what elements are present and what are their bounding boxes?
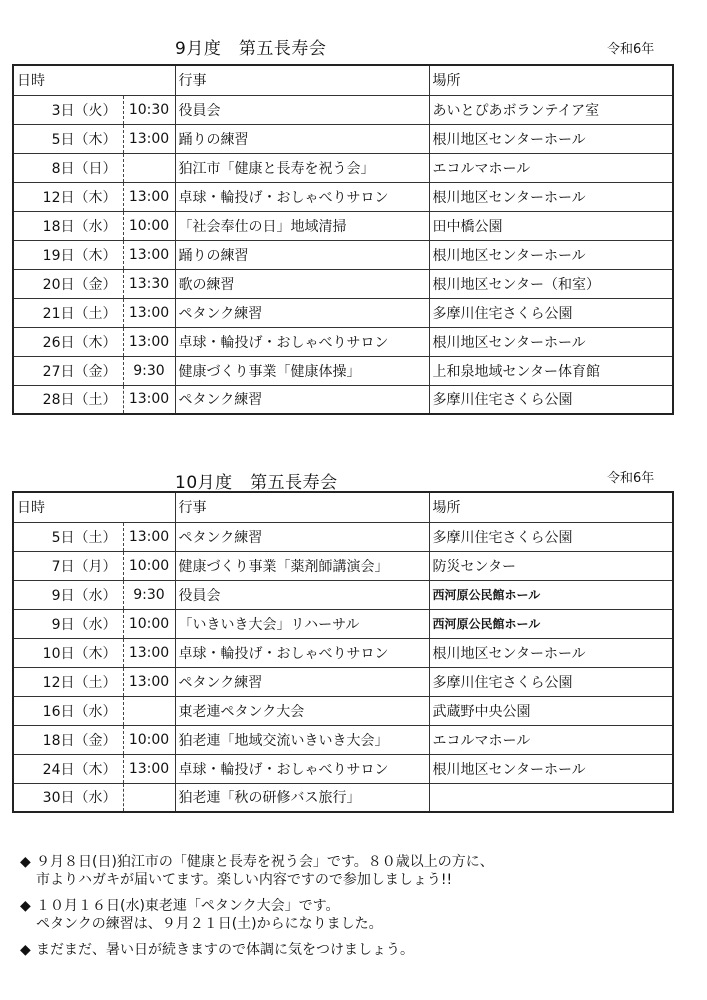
table-row (13, 783, 673, 812)
row-day: 8日（日） (13, 153, 123, 182)
row-time: 10:30 (123, 95, 175, 124)
row-place: エコルマホール (429, 725, 673, 754)
header-datetime: 日時 (13, 65, 175, 95)
diamond-bullet-icon: ◆ (20, 942, 31, 958)
row-time (123, 153, 175, 182)
row-day: 27日（金） (13, 356, 123, 385)
table-row (13, 754, 673, 783)
note-item (20, 853, 690, 889)
row-time: 9:30 (123, 580, 175, 609)
row-place: 根川地区センターホール (429, 754, 673, 783)
table-row (13, 580, 673, 609)
note-line (20, 941, 690, 959)
row-event: 卓球・輪投げ・おしゃべりサロン (175, 182, 429, 211)
row-event: 狛老連「地域交流いきいき大会」 (175, 725, 429, 754)
september-title: 9月度 第五長寿会 (175, 39, 327, 59)
row-event: 健康づくり事業「薬剤師講演会」 (175, 551, 429, 580)
note-line (20, 853, 690, 871)
row-event: ペタンク練習 (175, 667, 429, 696)
row-place: 上和泉地域センター体育館 (429, 356, 673, 385)
row-event: 「社会奉仕の日」地域清掃 (175, 211, 429, 240)
table-header-row (13, 65, 673, 95)
row-time (123, 696, 175, 725)
note-text: ９月８日(日)狛江市の「健康と長寿を祝う会」です。８０歳以上の方に、 (36, 854, 494, 870)
note-text: 市よりハガキが届いてます。楽しい内容ですので参加しましょう!! (36, 872, 453, 888)
row-day: 24日（木） (13, 754, 123, 783)
row-time: 10:00 (123, 211, 175, 240)
row-time: 13:00 (123, 638, 175, 667)
row-event: 役員会 (175, 580, 429, 609)
row-place: 防災センター (429, 551, 673, 580)
row-place: 根川地区センターホール (429, 124, 673, 153)
row-time: 13:00 (123, 522, 175, 551)
row-time: 13:00 (123, 667, 175, 696)
row-event: 狛老連「秋の研修バス旅行」 (175, 783, 429, 812)
table-header-row (13, 492, 673, 522)
row-time: 10:00 (123, 725, 175, 754)
row-time: 10:00 (123, 551, 175, 580)
table-row (13, 356, 673, 385)
header-event: 行事 (175, 492, 429, 522)
row-day: 12日（木） (13, 182, 123, 211)
note-line (20, 871, 690, 889)
diamond-bullet-icon: ◆ (20, 898, 31, 914)
row-place: 西河原公民館ホール (429, 609, 673, 638)
note-line (20, 915, 690, 933)
row-place: 武蔵野中央公園 (429, 696, 673, 725)
table-row (13, 211, 673, 240)
header-datetime: 日時 (13, 492, 175, 522)
note-text: ペタンクの練習は、９月２１日(土)からになりました。 (36, 916, 383, 932)
row-time: 13:00 (123, 124, 175, 153)
note-item (20, 941, 690, 959)
row-day: 26日（木） (13, 327, 123, 356)
row-place: 根川地区センター（和室） (429, 269, 673, 298)
table-row (13, 638, 673, 667)
row-place: 根川地区センターホール (429, 240, 673, 269)
table-row (13, 298, 673, 327)
table-row (13, 95, 673, 124)
row-day: 5日（土） (13, 522, 123, 551)
row-event: ペタンク練習 (175, 385, 429, 414)
row-day: 18日（水） (13, 211, 123, 240)
row-day: 9日（水） (13, 609, 123, 638)
row-day: 9日（水） (13, 580, 123, 609)
row-time: 13:00 (123, 240, 175, 269)
note-item (20, 897, 690, 933)
header-place: 場所 (429, 492, 673, 522)
october-era: 令和6年 (607, 471, 655, 486)
row-day: 19日（木） (13, 240, 123, 269)
row-time: 9:30 (123, 356, 175, 385)
row-event: ペタンク練習 (175, 522, 429, 551)
row-event: 狛江市「健康と長寿を祝う会」 (175, 153, 429, 182)
table-row (13, 240, 673, 269)
row-day: 12日（土） (13, 667, 123, 696)
september-schedule-table (12, 64, 674, 415)
row-place: 西河原公民館ホール (429, 580, 673, 609)
row-time: 13:00 (123, 182, 175, 211)
row-place: 根川地区センターホール (429, 182, 673, 211)
row-place: あいとぴあボランテイア室 (429, 95, 673, 124)
row-day: 21日（土） (13, 298, 123, 327)
header-event: 行事 (175, 65, 429, 95)
row-time: 13:00 (123, 327, 175, 356)
row-day: 5日（木） (13, 124, 123, 153)
row-time: 10:00 (123, 609, 175, 638)
row-place: 田中橋公園 (429, 211, 673, 240)
row-day: 7日（月） (13, 551, 123, 580)
notes-section (20, 853, 690, 967)
table-row (13, 696, 673, 725)
row-event: 歌の練習 (175, 269, 429, 298)
row-event: 踊りの練習 (175, 240, 429, 269)
table-row (13, 551, 673, 580)
row-place: 多摩川住宅さくら公園 (429, 522, 673, 551)
table-row (13, 124, 673, 153)
table-row (13, 385, 673, 414)
row-time: 13:00 (123, 754, 175, 783)
table-row (13, 269, 673, 298)
row-place: 多摩川住宅さくら公園 (429, 667, 673, 696)
table-row (13, 667, 673, 696)
row-place: エコルマホール (429, 153, 673, 182)
row-day: 16日（水） (13, 696, 123, 725)
header-place: 場所 (429, 65, 673, 95)
row-event: 健康づくり事業「健康体操」 (175, 356, 429, 385)
row-time: 13:00 (123, 298, 175, 327)
row-day: 10日（木） (13, 638, 123, 667)
row-event: 役員会 (175, 95, 429, 124)
row-place: 多摩川住宅さくら公園 (429, 298, 673, 327)
diamond-bullet-icon: ◆ (20, 854, 31, 870)
note-line (20, 897, 690, 915)
note-text: まだまだ、暑い日が続きますので体調に気をつけましょう。 (36, 942, 414, 958)
row-place: 根川地区センターホール (429, 327, 673, 356)
row-place: 多摩川住宅さくら公園 (429, 385, 673, 414)
row-event: 東老連ペタンク大会 (175, 696, 429, 725)
row-day: 20日（金） (13, 269, 123, 298)
row-time: 13:30 (123, 269, 175, 298)
row-place: 根川地区センターホール (429, 638, 673, 667)
note-text: １０月１６日(水)東老連「ペタンク大会」です。 (36, 898, 340, 914)
table-row (13, 182, 673, 211)
row-event: 卓球・輪投げ・おしゃべりサロン (175, 754, 429, 783)
table-row (13, 725, 673, 754)
row-time: 13:00 (123, 385, 175, 414)
table-row (13, 153, 673, 182)
row-day: 30日（水） (13, 783, 123, 812)
row-event: 卓球・輪投げ・おしゃべりサロン (175, 638, 429, 667)
table-row (13, 609, 673, 638)
row-day: 18日（金） (13, 725, 123, 754)
october-schedule-table (12, 491, 674, 813)
row-event: 卓球・輪投げ・おしゃべりサロン (175, 327, 429, 356)
row-day: 3日（火） (13, 95, 123, 124)
row-event: 「いきいき大会」リハーサル (175, 609, 429, 638)
october-title: 10月度 第五長寿会 (175, 473, 338, 493)
row-place (429, 783, 673, 812)
september-era: 令和6年 (607, 42, 655, 57)
row-event: 踊りの練習 (175, 124, 429, 153)
row-event: ペタンク練習 (175, 298, 429, 327)
row-time (123, 783, 175, 812)
row-day: 28日（土） (13, 385, 123, 414)
table-row (13, 522, 673, 551)
table-row (13, 327, 673, 356)
